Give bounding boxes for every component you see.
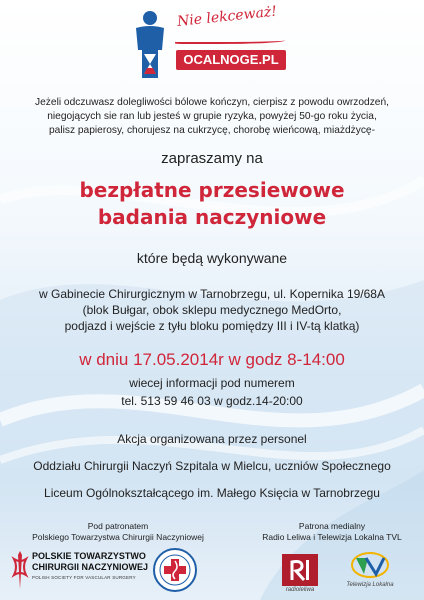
- location-line: (blok Bułgar, obok sklepu medycznego MedOrto,: [82, 303, 342, 317]
- tv-caption: Telewizja Lokalna: [346, 582, 394, 588]
- intro-line: palisz papierosy, chorujesz na cukrzycę, chorobę wieńcową, miażdżycę-: [49, 125, 375, 136]
- phone-line: tel. 513 59 46 03 w godz.14-20:00: [121, 394, 303, 408]
- headline-line-1: bezpłatne przesiewowe: [79, 178, 345, 202]
- subheading-text: które będą wykonywane: [136, 250, 288, 266]
- intro-paragraph: [0, 96, 424, 138]
- location-block: [0, 286, 424, 334]
- vascular-society-icon: [10, 549, 30, 591]
- ptchn-logo-line: CHIRURGII NACZYNIOWEJ: [32, 562, 149, 572]
- invite-text: zapraszamy na: [161, 150, 263, 167]
- tvl-logo-icon: [350, 550, 390, 580]
- headline-line-2: badania naczyniowe: [97, 205, 327, 229]
- organizer-line: Liceum Ogólnokształcącego im. Małego Księcia w Tarnobrzegu: [44, 486, 380, 500]
- media-line: Radio Leliwa i Telewizja Lokalna TVL: [262, 532, 402, 542]
- ptchn-logo-line: POLISH SOCIETY FOR VASCULAR SURGERY: [32, 575, 136, 580]
- slogan-text: Nie lekceważ!: [176, 3, 278, 31]
- patronage-line: Polskiego Towarzystwa Chirurgii Naczyniowej: [32, 532, 204, 542]
- intro-line: Jeżeli odczuwasz dolegliwości bólowe kończyn, cierpisz z powodu owrzodzeń,: [35, 97, 389, 108]
- media-caption: [240, 521, 424, 543]
- ptchn-logo-line: POLSKIE TOWARZYSTWO: [32, 551, 146, 561]
- medical-cross-seal-icon: [152, 547, 198, 593]
- person-hourglass-icon: [130, 10, 170, 80]
- brand-logo-text: OCALNOGE.PL: [176, 50, 286, 70]
- patronage-line: Pod patronatem: [87, 521, 149, 531]
- location-line: podjazd i wejście z tyłu bloku pomiędzy III i IV-tą klatką): [64, 319, 360, 333]
- info-line: wiecej informacji pod numerem: [129, 376, 295, 390]
- event-date: w dniu 17.05.2014r w godz 8-14:00: [79, 350, 345, 369]
- organizer-line: Oddziału Chirurgii Naczyń Szpitala w Mielcu, uczniów Społecznego: [33, 459, 391, 473]
- radio-caption: radioleliwa: [285, 587, 315, 593]
- location-line: w Gabinecie Chirurgicznym w Tarnobrzegu, ul. Kopernika 19/68A: [39, 287, 385, 301]
- patronage-caption: [8, 521, 228, 543]
- media-line: Patrona medialny: [298, 521, 366, 531]
- organizer-line: Akcja organizowana przez personel: [117, 432, 307, 446]
- intro-line: niegojących sie ran lub jesteś w grupie ryzyka, powyżej 50-go roku życia,: [47, 111, 377, 122]
- ptchn-logo: [10, 549, 148, 591]
